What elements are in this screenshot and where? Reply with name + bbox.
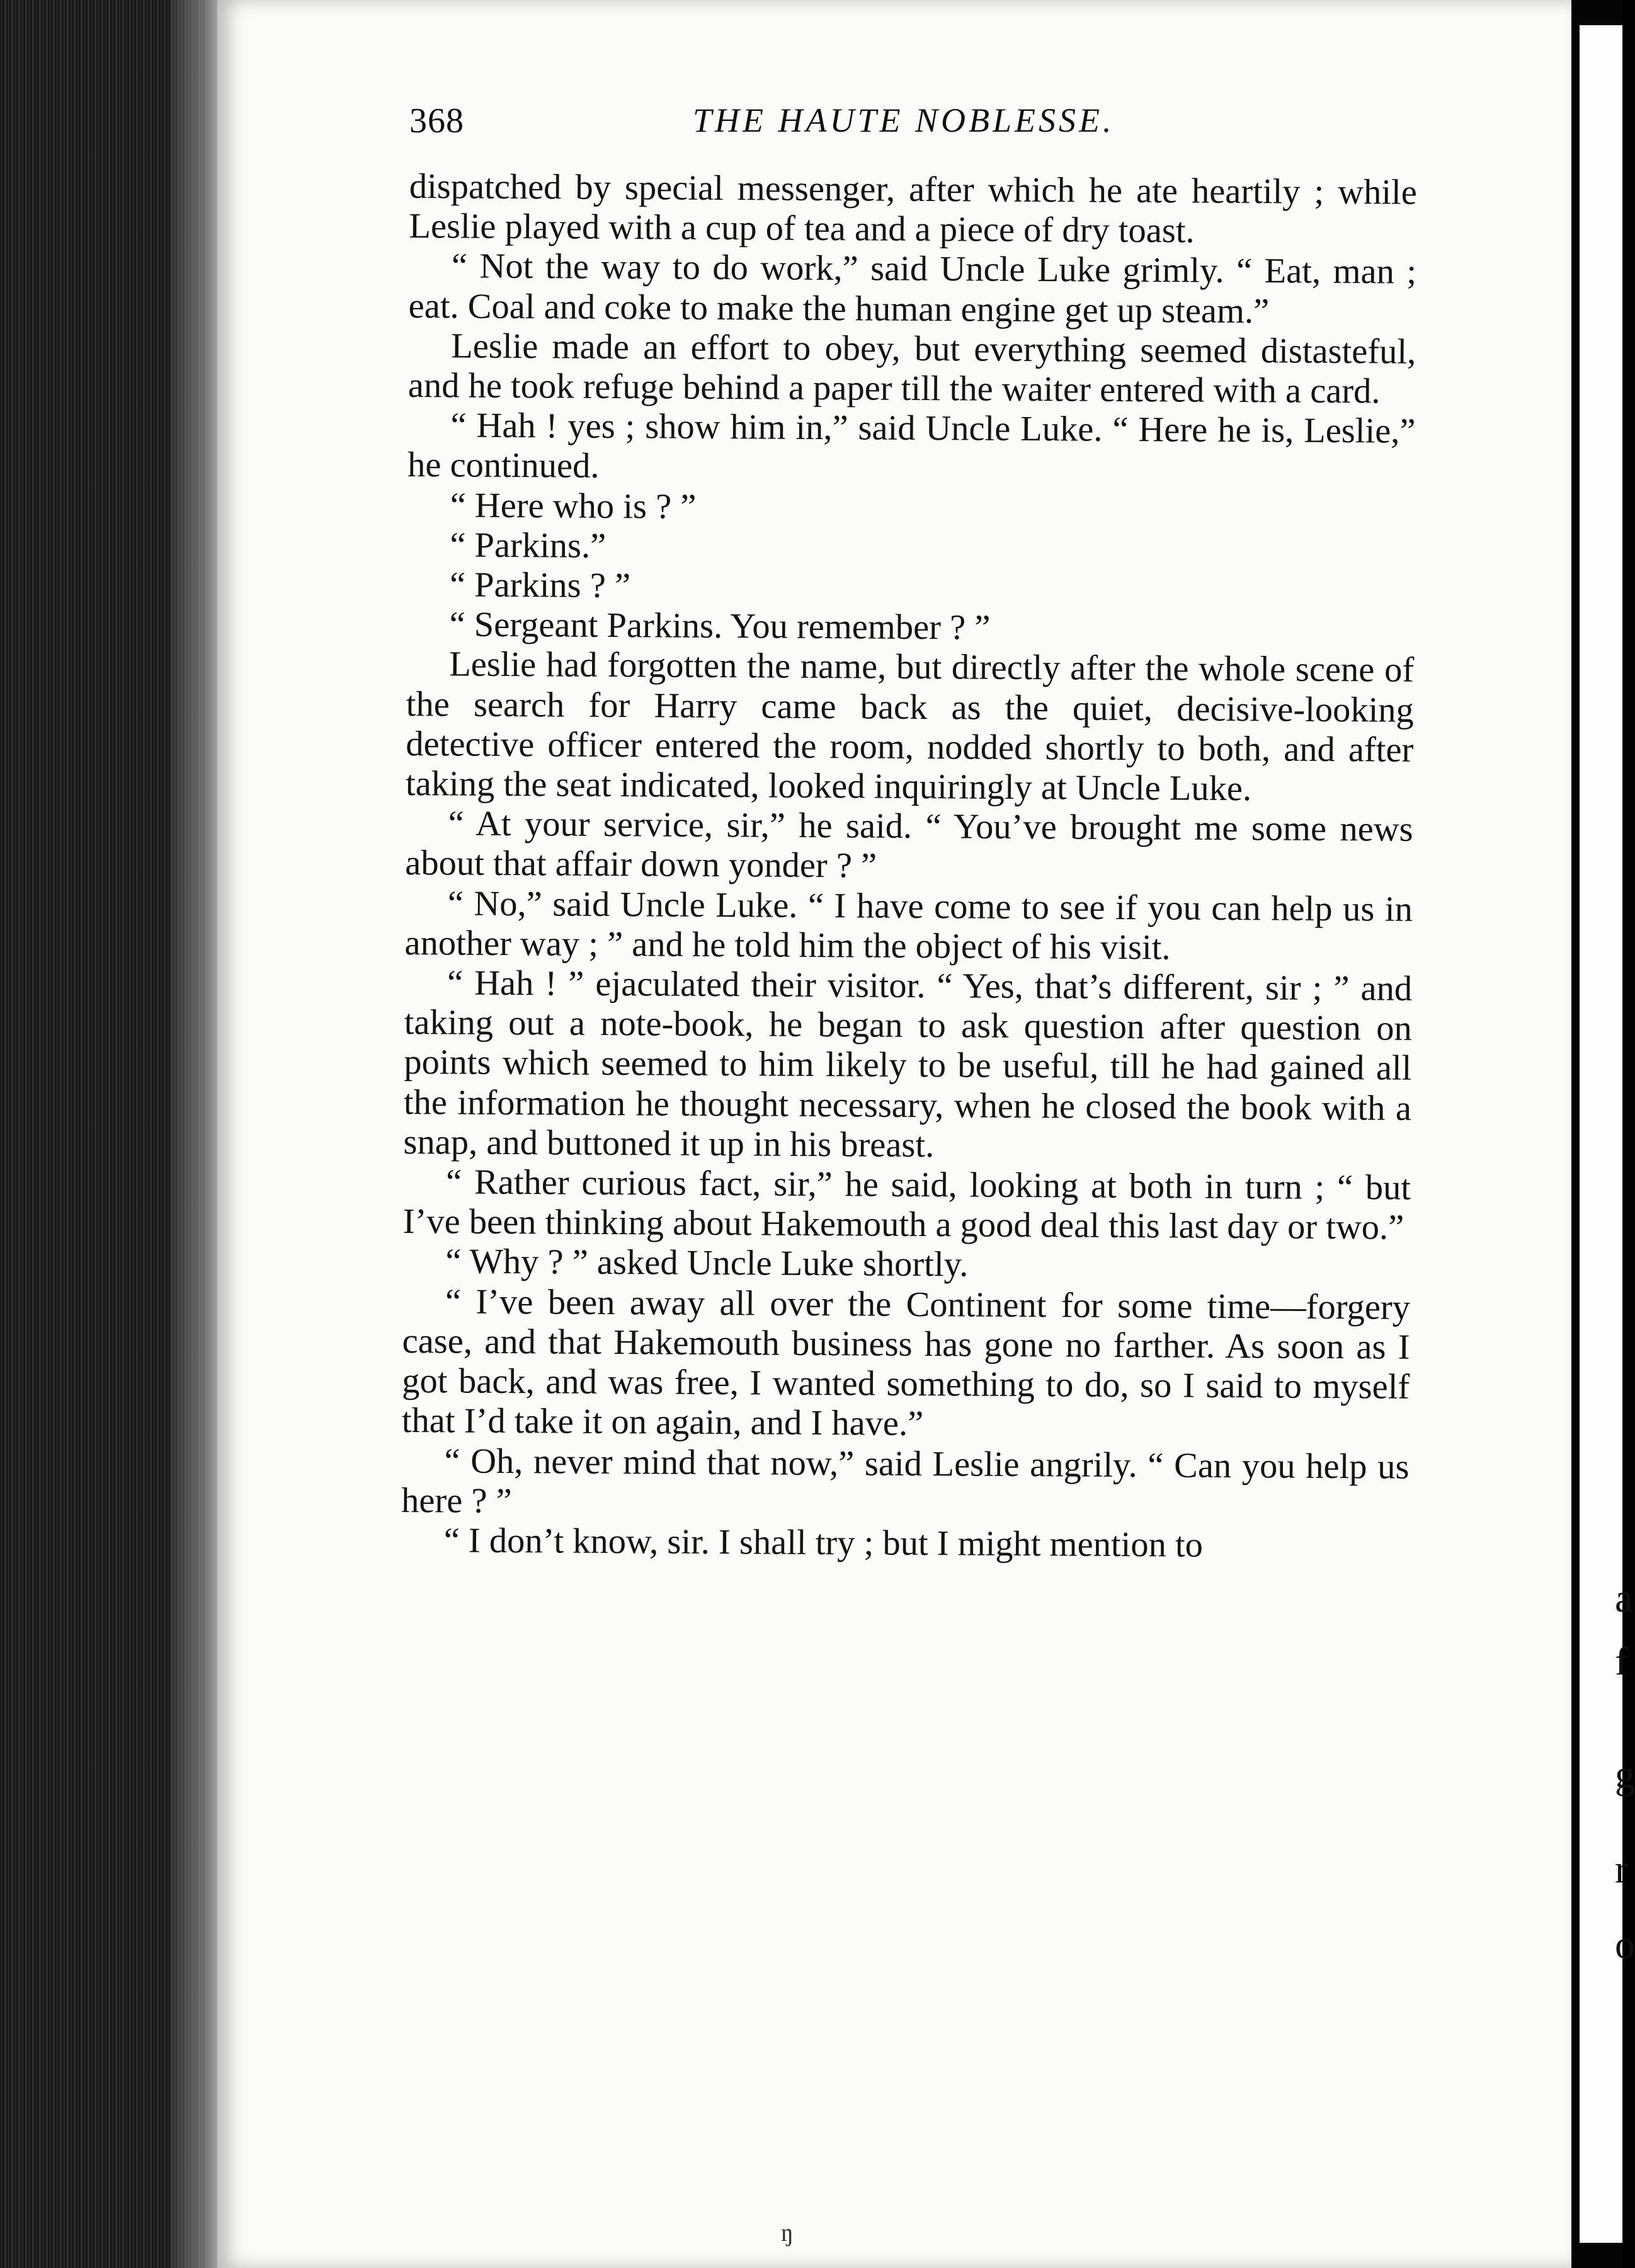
book-page-edges — [0, 0, 233, 2268]
paragraph: “ At your service, sir,” he said. “ You’ve brought me some news about that affair down yonder ? ” — [405, 804, 1413, 886]
paragraph: Leslie had forgotten the name, but directly after the whole scene of the search for Harry came back as the quiet, decisive-looking detective officer entered the room, nodded shortly to both, and after taking the seat indicated, looked inquiringly at Uncle Luke. — [405, 644, 1415, 809]
paragraph: “ Not the way to do work,” said Uncle Luke grimly. “ Eat, man ; eat. Coal and coke to make the human engine get up steam.” — [408, 246, 1417, 331]
running-title: THE HAUTE NOBLESSE. — [693, 101, 1115, 139]
footer-mark: ŋ — [781, 2218, 794, 2247]
paragraph: Leslie made an effort to obey, but everything seemed distasteful, and he took refuge behind a paper till the waiter entered with a card. — [407, 326, 1416, 411]
adjacent-page — [1580, 25, 1635, 2243]
paragraph: “ I don’t know, sir. I shall try ; but I might mention to — [443, 1521, 1204, 1565]
adjacent-page-fragment: r — [1615, 1847, 1629, 1891]
paragraph: “ I’ve been away all over the Continent for some time—forgery case, and that Hakemouth business has gone no farther. As soon as I got back, and was free, I wanted something to do, so I said to myself that I’d take it on again, and I have.” — [401, 1282, 1411, 1444]
paragraph: “ Parkins ? ” — [449, 565, 631, 606]
paragraph: “ Oh, never mind that now,” said Leslie angrily. “ Can you help us here ? ” — [401, 1441, 1410, 1521]
paragraph: “ No,” said Uncle Luke. “ I have come to see if you can help us in another way ; ” and he told him the object of his visit. — [404, 884, 1413, 968]
paragraph: “ Why ? ” asked Uncle Luke shortly. — [445, 1242, 969, 1285]
paragraph: “ Hah ! yes ; show him in,” said Uncle Luke. “ Here he is, Leslie,” he continued. — [407, 406, 1416, 486]
adjacent-page-fragment: f — [1615, 1639, 1629, 1683]
page-header — [409, 101, 1417, 158]
paragraph: “ Sergeant Parkins. You remember ? ” — [449, 605, 991, 648]
adjacent-page-fragment: g — [1615, 1752, 1635, 1797]
paragraph: “ Parkins.” — [450, 525, 607, 566]
adjacent-page-fragment: a — [1615, 1576, 1633, 1620]
paragraph: “ Here who is ? ” — [450, 486, 697, 527]
body-text — [401, 167, 1416, 1567]
paragraph: “ Rather curious fact, sir,” he said, looking at both in turn ; “ but I’ve been thinking about Hakemouth a good deal this last day or two.” — [402, 1162, 1411, 1247]
page-number: 368 — [409, 101, 464, 140]
paragraph: dispatched by special messenger, after which he ate heartily ; while Leslie played with a cup of tea and a piece of dry toast. — [409, 167, 1417, 251]
paragraph: “ Hah ! ” ejaculated their visitor. “ Yes, that’s different, sir ; ” and taking out a note-book, he began to ask question after question on points which seemed to him likely to be useful, till he had gained all the information he thought necessary, when he closed the book with a snap, and buttoned it up in his breast. — [403, 963, 1413, 1165]
adjacent-page-fragment: o — [1615, 1922, 1635, 1967]
